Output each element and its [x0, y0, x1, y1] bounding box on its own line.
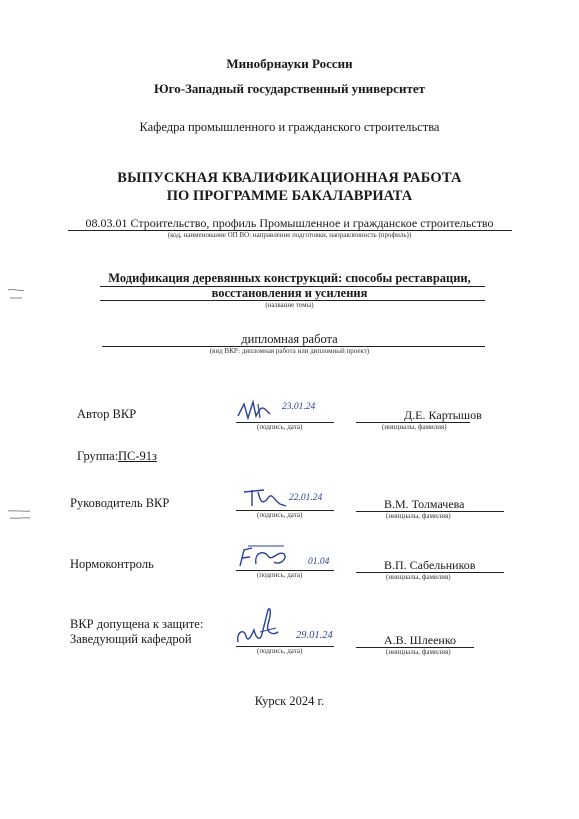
author-name-caption: (инициалы, фамилия): [382, 423, 447, 431]
document-title-line1: ВЫПУСКНАЯ КВАЛИФИКАЦИОННАЯ РАБОТА: [117, 170, 462, 186]
group-label: Группа:: [77, 449, 119, 463]
city-year: Курск 2024 г.: [254, 694, 325, 708]
department-head-label: Заведующий кафедрой: [70, 632, 192, 646]
department-head-signature-caption: (подпись, дата): [257, 647, 303, 655]
department-head-name: А.В. Шлеенко: [384, 633, 457, 647]
normcontrol-label: Нормоконтроль: [70, 557, 154, 571]
supervisor-name: В.М. Толмачева: [384, 497, 465, 511]
normcontrol-signature-date: 01.04: [308, 557, 330, 567]
department-name: Кафедра промышленного и гражданского строительства: [139, 120, 440, 134]
topic-caption: (название темы): [265, 301, 314, 309]
author-name: Д.Е. Картышов: [404, 408, 482, 422]
program-text: 08.03.01 Строительство, профиль Промышленное и гражданское строительство: [85, 216, 494, 230]
work-type-caption: (вид ВКР: дипломная работа или дипломный проект): [209, 347, 370, 355]
topic-line1: Модификация деревянных конструкций: способы реставрации,: [108, 271, 471, 285]
topic-line2: восстановления и усиления: [211, 286, 368, 300]
author-signature-date: 23.01.24: [282, 402, 316, 412]
document-title-line2: ПО ПРОГРАММЕ БАКАЛАВРИАТА: [166, 188, 413, 204]
normcontrol-name: В.П. Сабельников: [384, 558, 476, 572]
supervisor-label: Руководитель ВКР: [70, 496, 170, 510]
scan-margin-mark: [6, 286, 28, 302]
group-value: ПС-91з: [118, 449, 157, 463]
work-type-text: дипломная работа: [241, 332, 338, 346]
ministry-name: Минобрнауки России: [226, 56, 353, 71]
normcontrol-signature-caption: (подпись, дата): [257, 571, 303, 579]
department-head-signature-date: 29.01.24: [296, 630, 333, 641]
supervisor-signature-caption: (подпись, дата): [257, 511, 303, 519]
department-head-signature: [232, 604, 312, 652]
supervisor-signature-date: 22.01.24: [289, 493, 323, 503]
normcontrol-signature: [234, 542, 310, 574]
admission-label: ВКР допущена к защите:: [70, 617, 204, 631]
university-name: Юго-Западный государственный университет: [154, 81, 425, 96]
scan-margin-mark: [6, 508, 32, 522]
normcontrol-name-caption: (инициалы, фамилия): [386, 573, 451, 581]
supervisor-name-caption: (инициалы, фамилия): [386, 512, 451, 520]
author-signature-caption: (подпись, дата): [257, 423, 303, 431]
program-caption: (код, наименование ОП ВО: направление подготовки, направленность (профиль)): [167, 231, 412, 239]
department-head-name-caption: (инициалы, фамилия): [386, 648, 451, 656]
author-label: Автор ВКР: [77, 407, 137, 421]
